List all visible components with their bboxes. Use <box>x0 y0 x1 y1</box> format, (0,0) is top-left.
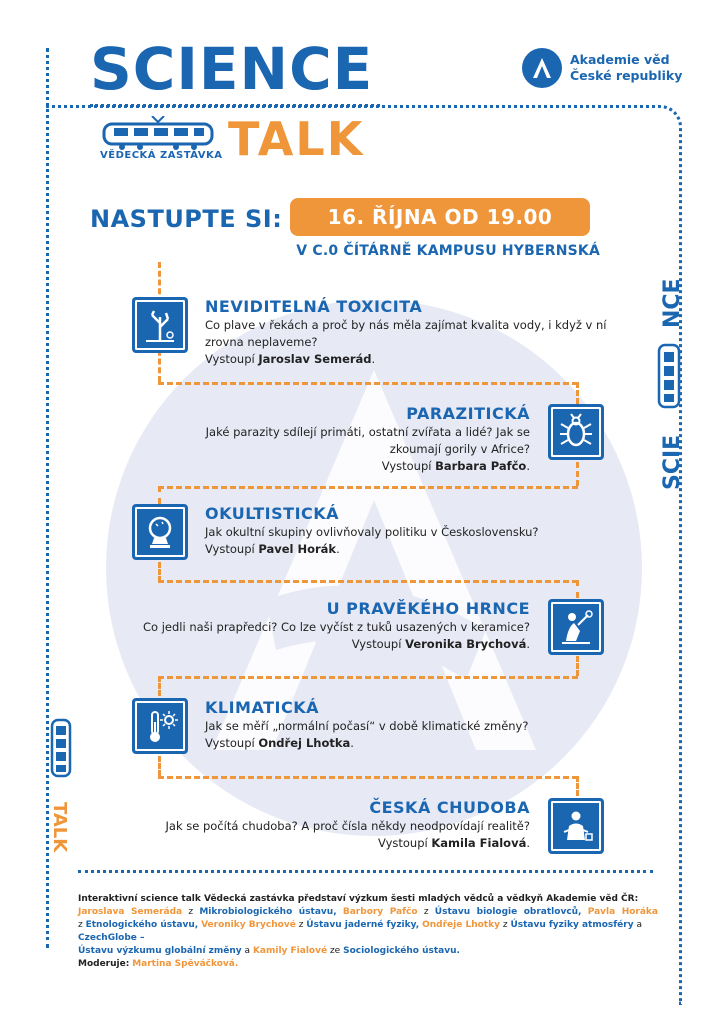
side-talk-vertical <box>50 718 72 868</box>
talk-4-question: Co jedli naši prapředci? Co lze vyčíst z tuků usazených v keramice? <box>143 620 530 634</box>
talk-5-speaker-line: Vystoupí Ondřej Lhotka. <box>205 736 354 750</box>
watermark-a-icon <box>106 300 642 836</box>
crystal-ball-icon <box>132 504 188 560</box>
participant-name: Ondřeje Lhotky <box>422 920 500 930</box>
dead-tree-icon <box>132 297 188 353</box>
connector: z <box>188 907 194 917</box>
path-segment <box>158 776 578 779</box>
org-name <box>570 52 682 84</box>
tram-icon <box>100 116 216 150</box>
path-segment <box>576 656 579 676</box>
participant-name: Pavla Horáka <box>587 907 658 917</box>
speaker-prefix: Vystoupí <box>205 352 255 366</box>
akademie-logo-icon <box>522 48 562 88</box>
side-talk-text: TALK <box>50 802 70 853</box>
footer-line-2 <box>78 919 658 945</box>
speaker-prefix: Vystoupí <box>205 542 255 556</box>
path-segment <box>576 580 579 598</box>
parasite-icon <box>548 404 604 460</box>
footer-divider <box>78 870 653 873</box>
side-talk-tram-icon <box>52 720 70 776</box>
talk-6 <box>130 798 530 852</box>
connector: a <box>636 920 642 930</box>
talk-1-speaker: Jaroslav Semerád <box>258 352 372 366</box>
talk-1-title: NEVIDITELNÁ TOXICITA <box>205 297 423 316</box>
connector: ze <box>329 946 341 956</box>
path-segment <box>158 676 161 696</box>
path-segment <box>158 756 161 776</box>
institute-name: Ústavu výzkumu globální změny <box>78 946 242 956</box>
path-segment <box>158 580 578 583</box>
talk-2 <box>130 404 530 475</box>
moderator-label: Moderuje: <box>78 959 130 969</box>
org-line-1: Akademie věd <box>570 52 670 67</box>
institute-name: Ústavu fyziky atmosféry <box>510 920 634 930</box>
talk-3-speaker-line: Vystoupí Pavel Horák. <box>205 542 340 556</box>
side-tram-icon <box>659 345 679 407</box>
talk-2-speaker: Barbara Pafčo <box>435 459 527 473</box>
org-line-2: České republiky <box>570 68 683 83</box>
path-segment <box>158 676 578 679</box>
talk-5-speaker: Ondřej Lhotka <box>258 736 351 750</box>
talk-4-speaker: Veronika Brychová <box>405 637 527 651</box>
connector: z <box>502 920 508 930</box>
path-segment <box>158 486 161 504</box>
institute-name: Ústavu jaderné fyziky, <box>306 920 420 930</box>
event-lead: NASTUPTE SI: <box>90 205 283 233</box>
talk-2-speaker-line: Vystoupí Barbara Pafčo. <box>381 459 530 473</box>
connector: z <box>298 920 304 930</box>
talk-6-title: ČESKÁ CHUDOBA <box>369 798 530 817</box>
org-logo <box>522 48 682 88</box>
talk-2-title: PARAZITICKÁ <box>406 404 530 423</box>
participant-name: Veroniky Brychové <box>201 920 296 930</box>
talk-3-question: Jak okultní skupiny ovlivňovaly politiku v Československu? <box>205 525 539 539</box>
participant-name: Barbory Pafčo <box>342 907 418 917</box>
talk-4 <box>130 599 530 653</box>
path-segment <box>576 776 579 796</box>
institute-name: Etnologického ústavu, <box>85 920 199 930</box>
event-venue: V C.0 ČÍTÁRNĚ KAMPUSU HYBERNSKÁ <box>296 243 600 259</box>
path-segment <box>158 562 161 582</box>
connector: a <box>244 946 251 956</box>
title-science: SCIENCE <box>90 35 374 103</box>
event-date: 16. ŘÍJNA OD 19.00 <box>290 198 590 236</box>
footer-text <box>78 893 658 971</box>
speaker-prefix: Vystoupí <box>378 836 428 850</box>
talk-4-title: U PRAVĚKÉHO HRNCE <box>326 599 530 618</box>
institute-name: CzechGlobe – <box>78 933 145 943</box>
moderator-name: Martina Spěváčková. <box>132 959 239 969</box>
side-science-a: SCIE <box>660 434 685 490</box>
participant-name: Jaroslava Semeráda <box>78 907 183 917</box>
path-segment <box>158 382 578 385</box>
footer-line-1 <box>78 906 658 919</box>
participant-name: Kamily Fialové <box>252 946 328 956</box>
thermometer-sun-icon <box>132 698 188 754</box>
talk-4-speaker-line: Vystoupí Veronika Brychová. <box>351 637 530 651</box>
talk-3 <box>205 504 605 558</box>
subtitle: VĚDECKÁ ZASTÁVKA <box>100 150 223 161</box>
title-underline <box>90 104 380 107</box>
connector: z <box>78 920 83 930</box>
talk-1-question: Co plave v řekách a proč by nás měla zajímat kvalita vody, i když v ní zrovna neplaveme? <box>205 318 607 349</box>
talk-1 <box>205 297 615 368</box>
side-science-vertical <box>655 270 685 490</box>
talk-6-speaker: Kamila Fialová <box>431 836 527 850</box>
poverty-icon <box>548 798 604 854</box>
speaker-prefix: Vystoupí <box>205 736 255 750</box>
side-science-b: NCE <box>660 278 685 328</box>
footer-line-3 <box>78 945 658 958</box>
talk-1-speaker-line: Vystoupí Jaroslav Semerád. <box>205 352 376 366</box>
institute-name: Mikrobiologického ústavu, <box>199 907 337 917</box>
archaeologist-icon <box>548 599 604 655</box>
institute-name: Sociologického ústavu. <box>343 946 460 956</box>
talk-3-speaker: Pavel Horák <box>258 542 337 556</box>
watermark-logo <box>106 300 642 836</box>
path-segment <box>158 486 578 489</box>
title-talk: TALK <box>228 112 365 166</box>
talk-2-question: Jaké parazity sdílejí primáti, ostatní zvířata a lidé? Jak se zkoumají gorily v Africe? <box>205 425 530 456</box>
talk-5-question: Jak se měří „normální počasí“ v době klimatické změny? <box>205 719 529 733</box>
talk-5-title: KLIMATICKÁ <box>205 698 319 717</box>
path-segment <box>576 462 579 486</box>
talk-3-title: OKULTISTICKÁ <box>205 504 340 523</box>
speaker-prefix: Vystoupí <box>351 637 402 651</box>
connector: z <box>423 907 429 917</box>
talk-6-speaker-line: Vystoupí Kamila Fialová. <box>378 836 530 850</box>
talk-6-question: Jak se počítá chudoba? A proč čísla někdy neodpovídají realitě? <box>165 819 530 833</box>
path-segment <box>576 382 579 404</box>
institute-name: Ústavu biologie obratlovců, <box>434 907 582 917</box>
footer-intro: Interaktivní science talk Vědecká zastávka představí výzkum šesti mladých vědců a vědkyň Akademie věd ČR: <box>78 894 639 904</box>
footer-moderator <box>78 958 658 971</box>
speaker-prefix: Vystoupí <box>381 459 432 473</box>
talk-5 <box>205 698 605 752</box>
